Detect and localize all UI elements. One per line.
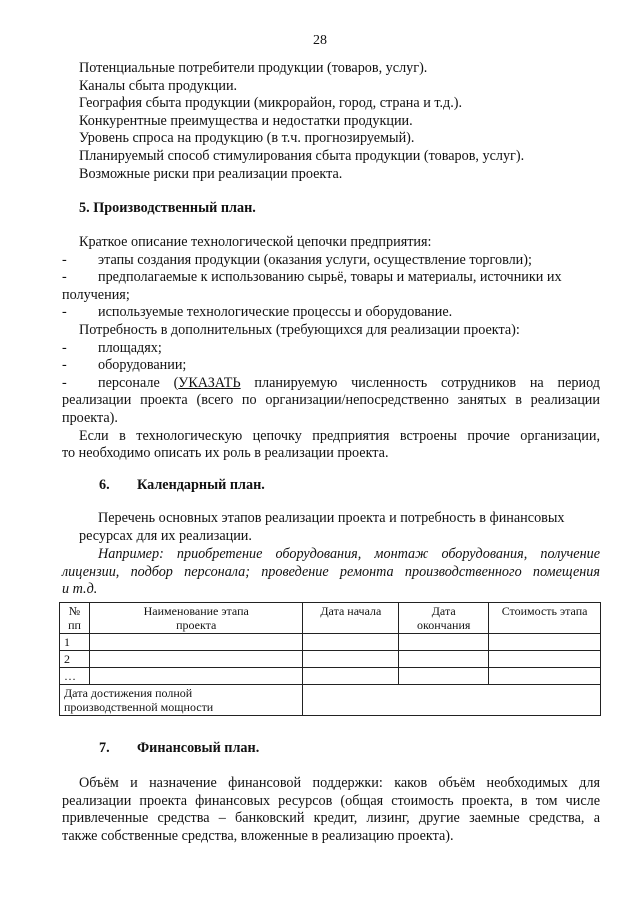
footer-text: Дата достижения полной [64, 686, 193, 700]
table-cell [489, 651, 601, 668]
staff-text-pre: персонале ( [98, 374, 179, 391]
marketing-items-list [62, 60, 600, 183]
header-cell-stage-name [89, 603, 303, 634]
footer-text: производственной мощности [64, 700, 214, 714]
section-5-intro: Краткое описание технологической цепочки предприятия: [79, 234, 432, 250]
table-cell [399, 634, 489, 651]
list-item: Возможные риски при реализации проекта. [79, 165, 343, 182]
table-cell [303, 651, 399, 668]
paragraph-line: Перечень основных этапов реализации проекта и потребность в финансовых [98, 510, 565, 526]
section-6-title: Календарный план. [137, 477, 265, 493]
section-6-heading [62, 477, 600, 495]
bullet-text [98, 375, 600, 393]
table-cell [303, 634, 399, 651]
table-footer-row [60, 685, 601, 716]
specify-underlined-text: УКАЗАТЬ [178, 374, 241, 391]
list-item: Уровень спроса на продукцию (в т.ч. прогнозируемый). [79, 130, 415, 147]
bullet-item [62, 375, 600, 393]
row-number-cell: 1 [60, 634, 90, 651]
page-number: 28 [313, 33, 327, 48]
paragraph-line: также собственные средства, вложенные в реализацию проекта). [62, 827, 454, 844]
table-row [60, 651, 601, 668]
bullet-text: площадях; [98, 339, 162, 356]
header-text: пп [68, 618, 81, 632]
bullet-item [62, 304, 600, 322]
row-number-cell: 2 [60, 651, 90, 668]
paragraph-line: реализации проекта финансовых ресурсов (общая стоимость проекта, в том числе [62, 792, 600, 809]
bullet-text: оборудовании; [98, 357, 187, 374]
bullet-text: этапы создания продукции (оказания услуги, осуществление торговли); [98, 251, 532, 268]
bullet-item [62, 340, 600, 358]
bullet-item [62, 252, 600, 270]
header-text: проекта [176, 618, 217, 632]
header-text: Дата [431, 604, 456, 618]
table-cell [89, 651, 303, 668]
header-text: Наименование этапа [143, 604, 249, 618]
section-7-heading [62, 740, 600, 758]
bullet-dash: - [62, 374, 67, 391]
header-text: окончания [417, 618, 471, 632]
bullet-dash: - [62, 357, 67, 374]
needs-intro: Потребность в дополнительных (требующихся для реализации проекта): [79, 321, 520, 338]
row-number-cell: … [60, 668, 90, 685]
list-item: Потенциальные потребители продукции (товаров, услуг). [79, 60, 428, 76]
header-cell-end-date [399, 603, 489, 634]
bullet-continuation: проекта). [62, 409, 118, 426]
bullet-dash: - [62, 339, 67, 356]
table-cell [89, 634, 303, 651]
paragraph-line: Если в технологическую цепочку предприятия встроены прочие организации, [79, 427, 600, 444]
section-7-number: 7. [99, 740, 110, 756]
table-cell [399, 668, 489, 685]
table-row [60, 634, 601, 651]
example-line: и т.д. [62, 581, 98, 598]
paragraph-line: привлеченные средства – банковский кредит, лизинг, другие заемные средства, а [62, 810, 600, 827]
bullet-continuation: получения; [62, 286, 130, 303]
paragraph-line: ресурсах для их реализации. [79, 527, 252, 544]
list-item: Каналы сбыта продукции. [79, 77, 238, 94]
example-line: лицензии, подбор персонала; проведение ремонта производственного помещения [62, 563, 600, 580]
header-cell-cost: Стоимость этапа [489, 603, 601, 634]
bullet-text: используемые технологические процессы и оборудование. [98, 304, 453, 321]
bullet-dash: - [62, 269, 67, 286]
section-7-body [62, 775, 600, 845]
bullet-continuation: реализации проекта (всего по организации/непосредственно занятых в реализации [62, 392, 600, 409]
table-cell [89, 668, 303, 685]
stages-table [59, 602, 601, 716]
example-line: Например: приобретение оборудования, монтаж оборудования, получение [98, 546, 600, 562]
header-cell-number [60, 603, 90, 634]
section-6-example [62, 546, 600, 599]
section-5-heading [62, 200, 600, 218]
list-item: Конкурентные преимущества и недостатки продукции. [79, 112, 413, 129]
section-5-title: 5. Производственный план. [79, 200, 256, 216]
section-5-body [62, 234, 600, 463]
table-cell [399, 651, 489, 668]
bullet-text: предполагаемые к использованию сырьё, товары и материалы, источники их [98, 269, 562, 286]
header-cell-start-date: Дата начала [303, 603, 399, 634]
table-cell [303, 668, 399, 685]
table-header-row [60, 603, 601, 634]
footer-label-cell [60, 685, 303, 716]
section-7-title: Финансовый план. [137, 740, 260, 756]
table-cell [489, 668, 601, 685]
table-cell [489, 634, 601, 651]
footer-value-cell [303, 685, 601, 716]
bullet-dash: - [62, 251, 67, 268]
paragraph-line: Объём и назначение финансовой поддержки: каков объём необходимых для [79, 775, 600, 791]
staff-text-post: планируемую численность сотрудников на период [240, 374, 600, 391]
bullet-item [62, 357, 600, 375]
section-6-intro [62, 510, 600, 545]
list-item: Планируемый способ стимулирования сбыта продукции (товаров, услуг). [79, 147, 525, 164]
section-6-number: 6. [99, 477, 110, 493]
table-row [60, 668, 601, 685]
list-item: География сбыта продукции (микрорайон, город, страна и т.д.). [79, 95, 463, 112]
paragraph-line: то необходимо описать их роль в реализации проекта. [62, 445, 389, 462]
bullet-dash: - [62, 304, 67, 321]
bullet-item [62, 269, 600, 287]
header-text: № [68, 604, 81, 618]
